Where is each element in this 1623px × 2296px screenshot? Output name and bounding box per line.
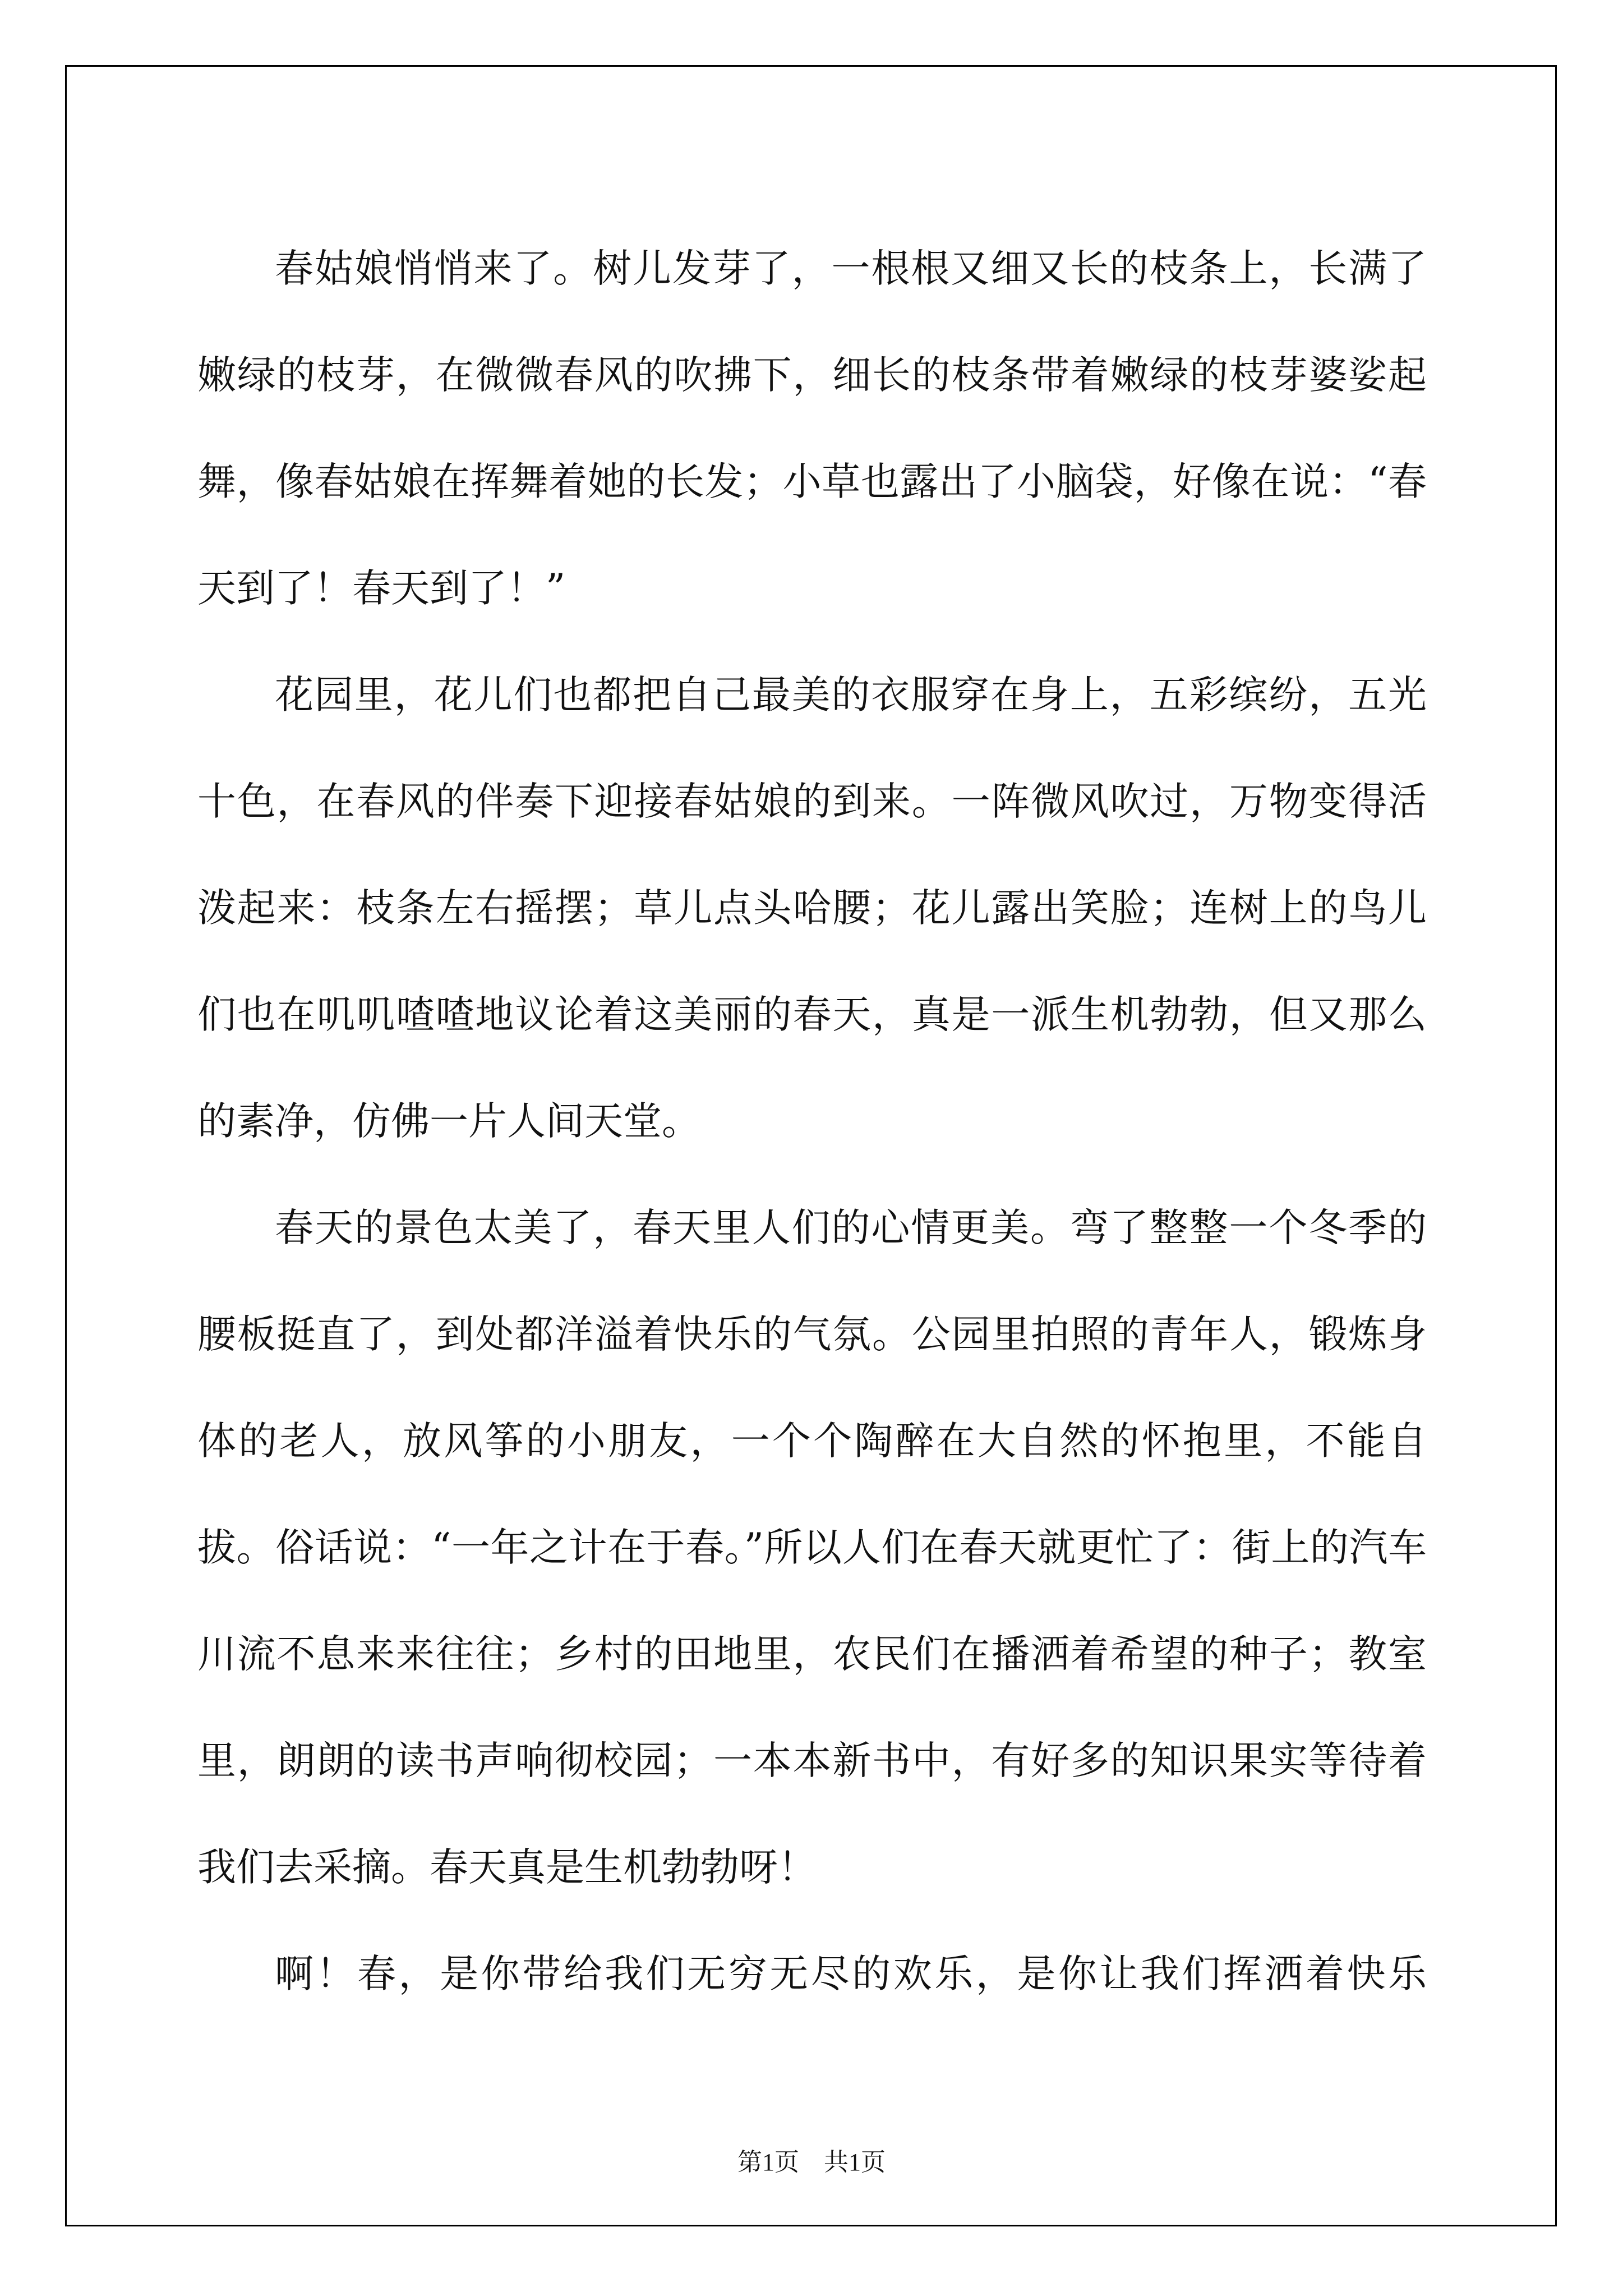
paragraph-2: 花园里，花儿们也都把自己最美的衣服穿在身上，五彩缤纷，五光十色，在春风的伴奏下迎接春姑娘的到来。一阵微风吹过，万物变得活泼起来：枝条左右摇摆；草儿点头哈腰；花儿露出笑脸；连树上的鸟儿们也在叽叽喳喳地议论着这美丽的春天，真是一派生机勃勃，但又那么的素净，仿佛一片人间天堂。 bbox=[197, 673, 1427, 1144]
paragraph-1: 春姑娘悄悄来了。树儿发芽了，一根根又细又长的枝条上，长满了嫩绿的枝芽，在微微春风的吹拂下，细长的枝条带着嫩绿的枝芽婆娑起舞，像春姑娘在挥舞着她的长发；小草也露出了小脑袋，好像在说：“春天到了！春天到了！” bbox=[197, 246, 1427, 611]
paragraph-4: 啊！春，是你带给我们无穷无尽的欢乐，是你让我们挥洒着快乐 bbox=[275, 1952, 1427, 1996]
page-footer: 第1页 共1页 bbox=[737, 2148, 886, 2176]
paragraph-3: 春天的景色太美了，春天里人们的心情更美。弯了整整一个冬季的腰板挺直了，到处都洋溢着快乐的气氛。公园里拍照的青年人，锻炼身体的老人，放风筝的小朋友，一个个陶醉在大自然的怀抱里，不能自拔。俗话说：“一年之计在于春。”所以人们在春天就更忙了：街上的汽车川流不息来来往往；乡村的田地里，农民们在播洒着希望的种子；教室里，朗朗的读书声响彻校园；一本本新书中，有好多的知识果实等待着我们去采摘。春天真是生机勃勃呀！ bbox=[197, 1205, 1427, 1890]
document-body bbox=[197, 215, 1427, 2027]
